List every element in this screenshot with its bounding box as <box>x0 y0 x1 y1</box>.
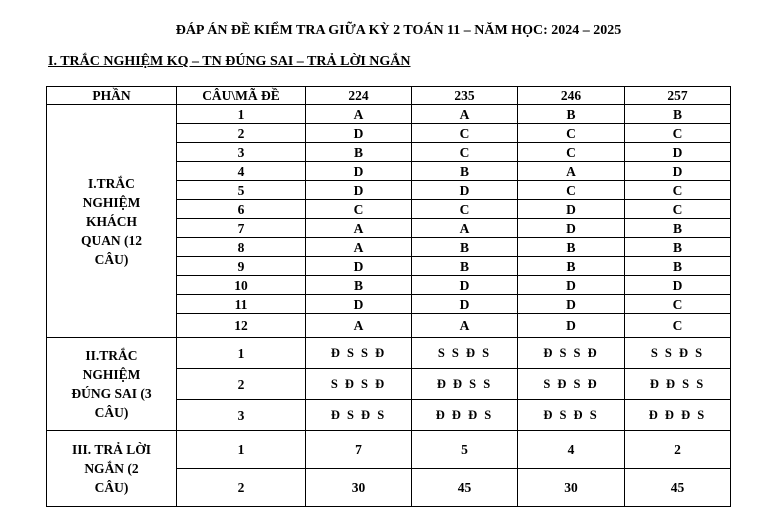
part-label: III. TRẢ LỜI NGẮN (2 CÂU) <box>47 431 177 507</box>
answer-cell: 5 <box>412 431 518 469</box>
answer-cell: D <box>306 181 412 200</box>
answer-cell: Đ Đ S S <box>412 369 518 400</box>
answer-cell: D <box>518 219 625 238</box>
question-number: 2 <box>177 469 306 507</box>
question-number: 10 <box>177 276 306 295</box>
part-label: I.TRẮC NGHIỆM KHÁCH QUAN (12 CÂU) <box>47 105 177 338</box>
answer-cell: A <box>412 105 518 124</box>
question-number: 3 <box>177 143 306 162</box>
answer-table <box>46 86 731 507</box>
answer-cell: B <box>518 105 625 124</box>
table-row <box>47 105 731 124</box>
answer-cell: Đ Đ Đ S <box>625 400 731 431</box>
answer-cell: C <box>625 200 731 219</box>
answer-cell: D <box>518 295 625 314</box>
answer-cell: 7 <box>306 431 412 469</box>
answer-cell: C <box>306 200 412 219</box>
answer-cell: C <box>412 124 518 143</box>
answer-cell: D <box>412 181 518 200</box>
question-number: 11 <box>177 295 306 314</box>
question-number: 3 <box>177 400 306 431</box>
question-number: 6 <box>177 200 306 219</box>
answer-cell: Đ S Đ S <box>518 400 625 431</box>
answer-cell: D <box>625 143 731 162</box>
answer-cell: C <box>518 124 625 143</box>
answer-cell: D <box>306 162 412 181</box>
table-row <box>47 338 731 369</box>
answer-cell: B <box>625 238 731 257</box>
answer-cell: Đ Đ Đ S <box>412 400 518 431</box>
answer-cell: B <box>625 219 731 238</box>
question-number: 12 <box>177 314 306 338</box>
answer-cell: A <box>306 314 412 338</box>
answer-cell: D <box>518 276 625 295</box>
answer-cell: D <box>625 162 731 181</box>
answer-cell: D <box>518 314 625 338</box>
answer-cell: B <box>306 143 412 162</box>
answer-cell: A <box>306 238 412 257</box>
answer-cell: B <box>306 276 412 295</box>
answer-cell: D <box>306 257 412 276</box>
answer-cell: A <box>306 219 412 238</box>
answer-cell: B <box>412 257 518 276</box>
question-number: 1 <box>177 105 306 124</box>
answer-cell: C <box>625 295 731 314</box>
question-number: 7 <box>177 219 306 238</box>
answer-cell: B <box>625 105 731 124</box>
answer-cell: S Đ S Đ <box>518 369 625 400</box>
answer-cell: 45 <box>412 469 518 507</box>
answer-cell: A <box>412 314 518 338</box>
answer-cell: Đ S Đ S <box>306 400 412 431</box>
table-row <box>47 431 731 469</box>
column-header: 246 <box>518 87 625 105</box>
document-title: ĐÁP ÁN ĐỀ KIỂM TRA GIỮA KỲ 2 TOÁN 11 – NĂM HỌC: 2024 – 2025 <box>175 23 622 38</box>
answer-cell: S S Đ S <box>625 338 731 369</box>
question-number: 4 <box>177 162 306 181</box>
answer-cell: A <box>518 162 625 181</box>
answer-cell: B <box>412 162 518 181</box>
column-header: 224 <box>306 87 412 105</box>
part-label: II.TRẮC NGHIỆM ĐÚNG SAI (3 CÂU) <box>47 338 177 431</box>
answer-cell: C <box>518 143 625 162</box>
answer-cell: D <box>306 295 412 314</box>
answer-cell: D <box>306 124 412 143</box>
question-number: 1 <box>177 431 306 469</box>
question-number: 5 <box>177 181 306 200</box>
answer-cell: B <box>625 257 731 276</box>
table-header-row <box>47 87 731 105</box>
column-header: PHẦN <box>47 87 177 105</box>
answer-cell: C <box>625 314 731 338</box>
column-header: CÂU\MÃ ĐỀ <box>177 87 306 105</box>
answer-cell: C <box>625 181 731 200</box>
column-header: 235 <box>412 87 518 105</box>
section-heading: I. TRẮC NGHIỆM KQ – TN ĐÚNG SAI – TRẢ LỜI NGẮN <box>48 54 411 69</box>
question-number: 9 <box>177 257 306 276</box>
answer-cell: D <box>518 200 625 219</box>
answer-cell: C <box>412 143 518 162</box>
answer-cell: S Đ S Đ <box>306 369 412 400</box>
answer-cell: 2 <box>625 431 731 469</box>
answer-cell: D <box>625 276 731 295</box>
answer-cell: B <box>412 238 518 257</box>
question-number: 8 <box>177 238 306 257</box>
answer-cell: C <box>625 124 731 143</box>
answer-cell: A <box>306 105 412 124</box>
answer-cell: B <box>518 257 625 276</box>
answer-cell: Đ S S Đ <box>518 338 625 369</box>
answer-cell: 30 <box>306 469 412 507</box>
question-number: 2 <box>177 124 306 143</box>
answer-cell: Đ Đ S S <box>625 369 731 400</box>
answer-cell: 30 <box>518 469 625 507</box>
question-number: 1 <box>177 338 306 369</box>
answer-cell: B <box>518 238 625 257</box>
answer-cell: C <box>518 181 625 200</box>
answer-cell: A <box>412 219 518 238</box>
question-number: 2 <box>177 369 306 400</box>
answer-cell: 45 <box>625 469 731 507</box>
answer-cell: D <box>412 295 518 314</box>
answer-cell: S S Đ S <box>412 338 518 369</box>
column-header: 257 <box>625 87 731 105</box>
answer-cell: C <box>412 200 518 219</box>
answer-cell: D <box>412 276 518 295</box>
answer-cell: 4 <box>518 431 625 469</box>
answer-cell: Đ S S Đ <box>306 338 412 369</box>
